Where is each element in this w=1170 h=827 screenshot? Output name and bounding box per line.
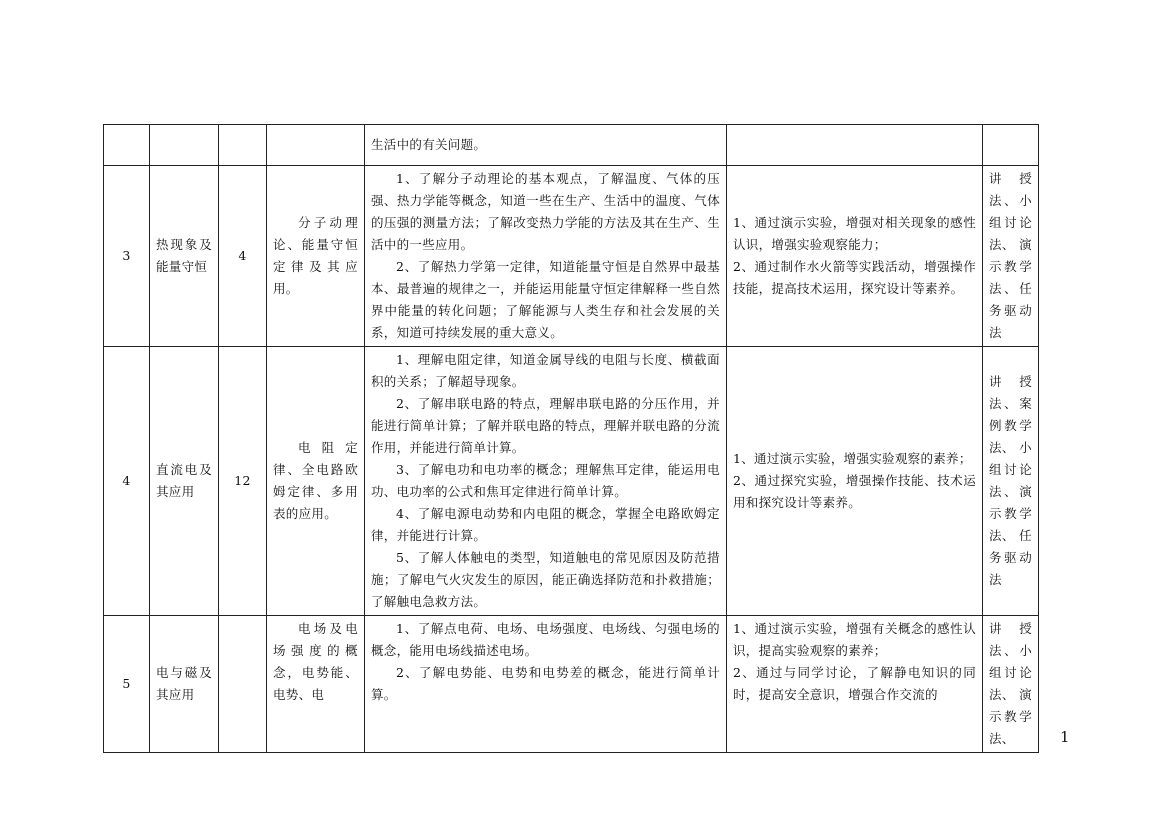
unit-cell	[150, 125, 219, 166]
activity-text: 1、通过演示实验，增强有关概念的感性认识，提高实验观察的素养；	[733, 621, 976, 658]
row-number-cell: 5	[104, 616, 150, 753]
table-body	[104, 125, 1039, 753]
unit-cell: 电与磁及其应用	[150, 616, 219, 753]
table-row	[104, 125, 1039, 166]
requirements-cell	[365, 166, 727, 347]
topic-cell	[267, 616, 365, 753]
activities-cell	[727, 347, 983, 616]
activity-text: 2、通过制作水火箭等实践活动，增强操作技能，提高技术运用，探究设计等素养。	[733, 259, 976, 296]
requirement-text: 生活中的有关问题。	[371, 137, 487, 152]
table-row	[104, 166, 1039, 347]
table-row	[104, 616, 1039, 753]
methods-cell: 讲授法、小组讨论法、 演示教学法、任务驱动法	[983, 166, 1039, 347]
curriculum-table	[103, 124, 1039, 753]
topic-cell	[267, 166, 365, 347]
unit-cell: 热现象及能量守恒	[150, 166, 219, 347]
hours-cell: 4	[219, 166, 267, 347]
requirement-text: 5、了解人体触电的类型，知道触电的常见原因及防范措施；了解电气火灾发生的原因，能正确选择防范和扑救措施；了解触电急救方法。	[371, 550, 720, 609]
hours-cell	[219, 125, 267, 166]
requirement-text: 2、了解串联电路的特点，理解串联电路的分压作用，并能进行简单计算；了解并联电路的特点，理解并联电路的分流作用，并能进行简单计算。	[371, 396, 720, 455]
activity-text: 1、通过演示实验，增强对相关现象的感性认识，增强实验观察能力；	[733, 215, 976, 252]
requirements-cell	[365, 347, 727, 616]
hours-cell	[219, 616, 267, 753]
activity-text: 1、通过演示实验，增强实验观察的素养；	[733, 451, 972, 466]
topic-text: 电阻定律、全电路欧姆定律、多用表的应用。	[273, 440, 358, 521]
requirements-cell	[365, 125, 727, 166]
activities-cell	[727, 616, 983, 753]
requirement-text: 1、了解分子动理论的基本观点，了解温度、气体的压强、热力学能等概念，知道一些在生产、生活中的温度、气体的压强的测量方法；了解改变热力学能的方法及其在生产、生活中的一些应用。	[371, 171, 720, 252]
methods-cell: 讲授法、案例教学法、 小组讨论法、演示教学法、 任务驱动法	[983, 347, 1039, 616]
page-number: 1	[1060, 728, 1070, 746]
requirement-text: 2、了解电势能、电势和电势差的概念，能进行简单计算。	[371, 665, 720, 702]
topic-text: 电场及电场强度的概念，电势能、电势、电	[273, 621, 358, 702]
requirement-text: 2、了解热力学第一定律，知道能量守恒是自然界中最基本、最普遍的规律之一，并能运用能量守恒定律解释一些自然界中能量的转化问题；了解能源与人类生存和社会发展的关系，知道可持续发展的重大意义。	[371, 259, 720, 340]
activities-cell	[727, 166, 983, 347]
hours-cell: 12	[219, 347, 267, 616]
topic-text: 分子动理论、能量守恒定律及其应用。	[273, 215, 358, 296]
requirement-text: 1、理解电阻定律，知道金属导线的电阻与长度、横截面积的关系；了解超导现象。	[371, 352, 720, 389]
activities-cell	[727, 125, 983, 166]
row-number-cell: 4	[104, 347, 150, 616]
requirements-cell	[365, 616, 727, 753]
table-row	[104, 347, 1039, 616]
topic-cell	[267, 347, 365, 616]
requirement-text: 3、了解电功和电功率的概念；理解焦耳定律，能运用电功、电功率的公式和焦耳定律进行简单计算。	[371, 462, 720, 499]
unit-cell: 直流电及其应用	[150, 347, 219, 616]
requirement-text: 4、了解电源电动势和内电阻的概念，掌握全电路欧姆定律，并能进行计算。	[371, 506, 720, 543]
requirement-text: 1、了解点电荷、电场、电场强度、电场线、匀强电场的概念，能用电场线描述电场。	[371, 621, 720, 658]
row-number-cell: 3	[104, 166, 150, 347]
methods-cell	[983, 125, 1039, 166]
activity-text: 2、通过与同学讨论，了解静电知识的同时，提高安全意识，增强合作交流的	[733, 665, 976, 702]
row-number-cell	[104, 125, 150, 166]
activity-text: 2、通过探究实验，增强操作技能、技术运用和探究设计等素养。	[733, 473, 976, 510]
topic-cell	[267, 125, 365, 166]
methods-cell: 讲授法、小组讨论法、 演示教学法、	[983, 616, 1039, 753]
